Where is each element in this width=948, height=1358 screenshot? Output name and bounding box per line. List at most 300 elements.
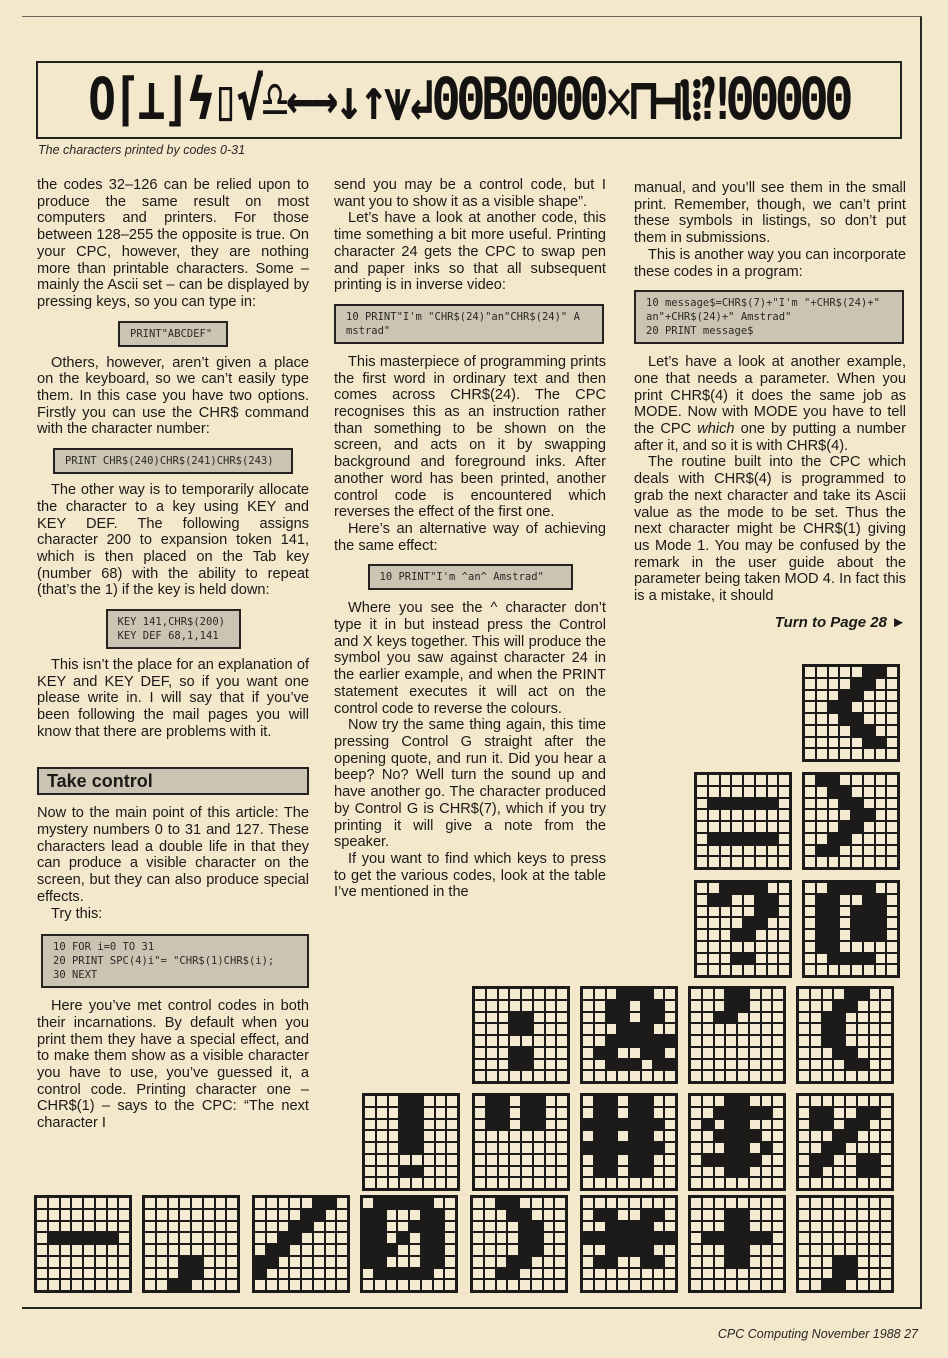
pixel-cell	[520, 1222, 530, 1232]
pixel-cell	[829, 954, 839, 964]
pixel-cell	[691, 1024, 701, 1034]
pixel-cell	[145, 1269, 155, 1279]
pixel-cell	[607, 1036, 617, 1046]
pixel-cell	[876, 822, 886, 832]
pixel-cell	[583, 1001, 593, 1011]
pixel-cell	[544, 1269, 554, 1279]
pixel-cell	[400, 1167, 410, 1177]
pixel-cell	[607, 1013, 617, 1023]
pixel-cell	[829, 726, 839, 736]
pixel-cell	[192, 1257, 202, 1267]
pixel-cell	[846, 1155, 856, 1165]
pixel-cell	[703, 1071, 713, 1081]
pixel-cell	[510, 1155, 520, 1165]
pixel-cell	[721, 965, 731, 975]
pixel-cell	[607, 1233, 617, 1243]
pixel-cell	[192, 1222, 202, 1232]
pixel-cell	[799, 1222, 809, 1232]
pixel-cell	[887, 930, 897, 940]
pixel-cell	[618, 1120, 628, 1130]
pixel-cell	[709, 799, 719, 809]
pixel-cell	[475, 1096, 485, 1106]
pixel-cell	[434, 1210, 444, 1220]
pixel-cell	[799, 1233, 809, 1243]
pixel-cell	[595, 1071, 605, 1081]
pixel-cell	[750, 1167, 760, 1177]
pixel-cell	[544, 1233, 554, 1243]
pixel-cell	[326, 1257, 336, 1267]
pixel-cell	[534, 1167, 544, 1177]
pixel-cell	[583, 1280, 593, 1290]
pixel-cell	[337, 1280, 347, 1290]
pixel-cell	[180, 1269, 190, 1279]
pixel-cell	[762, 1013, 772, 1023]
pixel-cell	[630, 1167, 640, 1177]
pixel-cell	[829, 895, 839, 905]
pixel-cell	[410, 1245, 420, 1255]
pixel-cell	[750, 1233, 760, 1243]
pixel-cell	[595, 1060, 605, 1070]
pixel-cell	[595, 1036, 605, 1046]
pixel-cell	[773, 1108, 783, 1118]
code-listing: PRINT CHR$(240)CHR$(241)CHR$(243)	[53, 448, 293, 474]
pixel-cell	[811, 1143, 821, 1153]
pixel-cell	[72, 1245, 82, 1255]
pixel-grid	[694, 880, 792, 978]
pixel-cell	[534, 1178, 544, 1188]
pixel-cell	[375, 1280, 385, 1290]
pixel-cell	[697, 965, 707, 975]
pixel-cell	[858, 1178, 868, 1188]
pixel-cell	[834, 1013, 844, 1023]
pixel-cell	[434, 1233, 444, 1243]
pixel-cell	[817, 883, 827, 893]
pixel-cell	[654, 1178, 664, 1188]
pixel-cell	[750, 1024, 760, 1034]
pixel-cell	[697, 954, 707, 964]
pixel-cell	[762, 1210, 772, 1220]
pixel-cell	[326, 1280, 336, 1290]
pixel-cell	[595, 1233, 605, 1243]
pixel-cell	[557, 1120, 567, 1130]
pixel-cell	[738, 1178, 748, 1188]
pixel-cell	[852, 702, 862, 712]
pixel-cell	[487, 1071, 497, 1081]
pixel-cell	[817, 822, 827, 832]
pixel-cell	[805, 857, 815, 867]
pixel-cell	[864, 775, 874, 785]
pixel-cell	[510, 1167, 520, 1177]
pixel-cell	[870, 1178, 880, 1188]
pixel-cell	[846, 1131, 856, 1141]
pixel-cell	[72, 1280, 82, 1290]
pixel-cell	[630, 1060, 640, 1070]
pixel-cell	[654, 1036, 664, 1046]
pixel-cell	[691, 1048, 701, 1058]
pixel-cell	[756, 918, 766, 928]
pixel-cell	[703, 1001, 713, 1011]
pixel-cell	[192, 1245, 202, 1255]
pixel-cell	[279, 1222, 289, 1232]
pixel-cell	[887, 775, 897, 785]
pixel-cell	[389, 1167, 399, 1177]
pixel-cell	[436, 1143, 446, 1153]
pixel-cell	[96, 1210, 106, 1220]
pixel-cell	[290, 1245, 300, 1255]
pixel-cell	[445, 1280, 455, 1290]
pixel-cell	[447, 1155, 457, 1165]
pixel-cell	[510, 1036, 520, 1046]
pixel-cell	[522, 1108, 532, 1118]
pixel-cell	[314, 1280, 324, 1290]
pixel-cell	[546, 1155, 556, 1165]
pixel-cell	[389, 1108, 399, 1118]
pixel-cell	[703, 1096, 713, 1106]
pixel-cell	[583, 1060, 593, 1070]
pixel-cell	[703, 1222, 713, 1232]
column-1	[37, 177, 309, 1132]
pixel-cell	[475, 1155, 485, 1165]
pixel-cell	[858, 1001, 868, 1011]
pixel-cell	[823, 1233, 833, 1243]
pixel-cell	[157, 1280, 167, 1290]
pixel-cell	[738, 1071, 748, 1081]
pixel-cell	[876, 834, 886, 844]
pixel-cell	[377, 1120, 387, 1130]
paragraph: Try this:	[51, 905, 103, 922]
pixel-cell	[583, 989, 593, 999]
pixel-cell	[595, 1222, 605, 1232]
pixel-cell	[410, 1257, 420, 1267]
pixel-cell	[508, 1233, 518, 1243]
pixel-cell	[642, 1257, 652, 1267]
pixel-cell	[876, 775, 886, 785]
pixel-cell	[762, 1108, 772, 1118]
pixel-cell	[377, 1108, 387, 1118]
pixel-cell	[436, 1155, 446, 1165]
pixel-cell	[544, 1222, 554, 1232]
pixel-cell	[703, 1257, 713, 1267]
paragraph: If you want to find which keys to press to get the various codes, look at the table I’ve mentioned in the	[334, 850, 606, 901]
pixel-cell	[864, 846, 874, 856]
pixel-cell	[499, 1048, 509, 1058]
pixel-cell	[267, 1222, 277, 1232]
code-listing: 10 PRINT"I'm "CHR$(24)"an"CHR$(24)" A mstrad"	[334, 304, 604, 344]
pixel-cell	[520, 1245, 530, 1255]
pixel-cell	[216, 1280, 226, 1290]
pixel-cell	[387, 1233, 397, 1243]
pixel-cell	[817, 857, 827, 867]
pixel-cell	[618, 1222, 628, 1232]
pixel-cell	[858, 1060, 868, 1070]
pixel-cell	[738, 1096, 748, 1106]
pixel-cell	[436, 1167, 446, 1177]
pixel-cell	[846, 989, 856, 999]
pixel-cell	[846, 1198, 856, 1208]
pixel-cell	[768, 857, 778, 867]
pixel-cell	[447, 1143, 457, 1153]
pixel-cell	[703, 1060, 713, 1070]
pixel-cell	[811, 1178, 821, 1188]
pixel-cell	[595, 1096, 605, 1106]
pixel-cell	[665, 1167, 675, 1177]
pixel-cell	[487, 1001, 497, 1011]
pixel-cell	[732, 846, 742, 856]
pixel-cell	[876, 907, 886, 917]
pixel-cell	[799, 1280, 809, 1290]
pixel-cell	[607, 1024, 617, 1034]
pixel-cell	[410, 1210, 420, 1220]
pixel-cell	[583, 1245, 593, 1255]
pixel-cell	[864, 667, 874, 677]
pixel-cell	[697, 787, 707, 797]
pixel-cell	[72, 1222, 82, 1232]
pixel-cell	[192, 1269, 202, 1279]
pixel-cell	[546, 989, 556, 999]
pixel-cell	[829, 965, 839, 975]
pixel-cell	[618, 1210, 628, 1220]
pixel-cell	[817, 930, 827, 940]
pixel-cell	[721, 942, 731, 952]
pixel-cell	[715, 1269, 725, 1279]
pixel-cell	[805, 691, 815, 701]
pixel-cell	[169, 1269, 179, 1279]
pixel-cell	[811, 1210, 821, 1220]
pixel-cell	[510, 1131, 520, 1141]
continued-link[interactable]: Turn to Page 28 ►	[774, 613, 906, 631]
pixel-cell	[726, 1048, 736, 1058]
pixel-cell	[642, 1280, 652, 1290]
pixel-cell	[817, 907, 827, 917]
pixel-cell	[607, 1222, 617, 1232]
pixel-cell	[534, 1071, 544, 1081]
pixel-cell	[546, 1001, 556, 1011]
pixel-grid	[802, 664, 900, 762]
pixel-cell	[715, 1178, 725, 1188]
pixel-cell	[703, 1167, 713, 1177]
pixel-cell	[852, 907, 862, 917]
pixel-cell	[738, 1131, 748, 1141]
pixel-cell	[618, 1280, 628, 1290]
pixel-cell	[618, 1001, 628, 1011]
pixel-cell	[799, 1096, 809, 1106]
pixel-cell	[180, 1222, 190, 1232]
pixel-cell	[852, 834, 862, 844]
pixel-cell	[475, 1108, 485, 1118]
pixel-cell	[811, 1001, 821, 1011]
pixel-cell	[119, 1269, 129, 1279]
pixel-cell	[557, 1178, 567, 1188]
pixel-cell	[703, 1048, 713, 1058]
pixel-cell	[876, 857, 886, 867]
pixel-cell	[834, 1060, 844, 1070]
pixel-cell	[445, 1245, 455, 1255]
pixel-cell	[834, 1036, 844, 1046]
pixel-cell	[279, 1257, 289, 1267]
pixel-cell	[499, 1143, 509, 1153]
pixel-cell	[811, 1096, 821, 1106]
pixel-cell	[510, 1013, 520, 1023]
pixel-cell	[520, 1280, 530, 1290]
pixel-cell	[709, 965, 719, 975]
pixel-cell	[779, 942, 789, 952]
pixel-cell	[887, 918, 897, 928]
pixel-cell	[365, 1143, 375, 1153]
pixel-cell	[365, 1178, 375, 1188]
pixel-cell	[726, 1060, 736, 1070]
pixel-cell	[499, 1178, 509, 1188]
pixel-cell	[487, 1096, 497, 1106]
pixel-cell	[858, 1013, 868, 1023]
pixel-cell	[400, 1108, 410, 1118]
pixel-cell	[823, 1198, 833, 1208]
pixel-cell	[654, 1048, 664, 1058]
pixel-cell	[387, 1280, 397, 1290]
pixel-cell	[255, 1222, 265, 1232]
pixel-cell	[834, 1198, 844, 1208]
pixel-cell	[290, 1280, 300, 1290]
pixel-cell	[534, 1060, 544, 1070]
pixel-cell	[732, 907, 742, 917]
pixel-cell	[870, 1001, 880, 1011]
pixel-cell	[49, 1257, 59, 1267]
pixel-cell	[279, 1245, 289, 1255]
pixel-cell	[522, 1096, 532, 1106]
pixel-cell	[726, 1071, 736, 1081]
pixel-cell	[654, 1024, 664, 1034]
pixel-cell	[870, 989, 880, 999]
pixel-cell	[799, 1143, 809, 1153]
pixel-cell	[805, 846, 815, 856]
pixel-cell	[762, 1096, 772, 1106]
pixel-cell	[738, 1155, 748, 1165]
pixel-cell	[84, 1245, 94, 1255]
pixel-cell	[180, 1198, 190, 1208]
pixel-cell	[703, 1233, 713, 1243]
pixel-cell	[583, 1108, 593, 1118]
pixel-cell	[436, 1131, 446, 1141]
pixel-cell	[829, 822, 839, 832]
pixel-cell	[412, 1108, 422, 1118]
pixel-cell	[314, 1233, 324, 1243]
pixel-cell	[375, 1245, 385, 1255]
pixel-cell	[773, 1048, 783, 1058]
pixel-cell	[279, 1198, 289, 1208]
pixel-cell	[805, 954, 815, 964]
pixel-cell	[846, 1036, 856, 1046]
pixel-cell	[557, 1096, 567, 1106]
pixel-cell	[279, 1210, 289, 1220]
pixel-cell	[37, 1280, 47, 1290]
pixel-cell	[84, 1280, 94, 1290]
pixel-cell	[642, 1269, 652, 1279]
pixel-cell	[881, 1108, 891, 1118]
pixel-cell	[595, 1048, 605, 1058]
pixel-cell	[858, 1155, 868, 1165]
pixel-cell	[852, 857, 862, 867]
pixel-cell	[583, 1155, 593, 1165]
pixel-cell	[876, 810, 886, 820]
pixel-cell	[447, 1096, 457, 1106]
pixel-cell	[61, 1198, 71, 1208]
pixel-cell	[881, 1257, 891, 1267]
pixel-cell	[522, 1060, 532, 1070]
pixel-cell	[709, 930, 719, 940]
pixel-cell	[691, 1178, 701, 1188]
pixel-cell	[522, 1143, 532, 1153]
pixel-cell	[157, 1257, 167, 1267]
pixel-cell	[762, 1257, 772, 1267]
pixel-cell	[738, 1280, 748, 1290]
pixel-cell	[823, 1131, 833, 1141]
pixel-cell	[738, 1060, 748, 1070]
pixel-cell	[424, 1131, 434, 1141]
pixel-cell	[410, 1233, 420, 1243]
pixel-cell	[583, 1269, 593, 1279]
pixel-cell	[400, 1178, 410, 1188]
pixel-cell	[823, 1024, 833, 1034]
pixel-cell	[654, 1143, 664, 1153]
pixel-cell	[61, 1245, 71, 1255]
pixel-cell	[805, 883, 815, 893]
pixel-cell	[510, 1178, 520, 1188]
pixel-cell	[762, 989, 772, 999]
pixel-cell	[473, 1222, 483, 1232]
pixel-cell	[697, 810, 707, 820]
pixel-cell	[876, 895, 886, 905]
pixel-cell	[389, 1096, 399, 1106]
pixel-cell	[840, 834, 850, 844]
pixel-cell	[497, 1257, 507, 1267]
pixel-cell	[654, 1013, 664, 1023]
pixel-cell	[447, 1178, 457, 1188]
pixel-cell	[697, 942, 707, 952]
pixel-cell	[363, 1280, 373, 1290]
pixel-cell	[732, 965, 742, 975]
pixel-cell	[750, 1071, 760, 1081]
pixel-cell	[799, 1108, 809, 1118]
pixel-cell	[180, 1245, 190, 1255]
pixel-cell	[864, 738, 874, 748]
pixel-cell	[834, 989, 844, 999]
pixel-cell	[715, 1233, 725, 1243]
pixel-cell	[876, 702, 886, 712]
pixel-cell	[829, 702, 839, 712]
pixel-cell	[811, 1198, 821, 1208]
pixel-cell	[119, 1222, 129, 1232]
pixel-cell	[799, 1210, 809, 1220]
pixel-cell	[715, 1280, 725, 1290]
pixel-cell	[546, 1108, 556, 1118]
pixel-cell	[630, 1131, 640, 1141]
pixel-cell	[721, 883, 731, 893]
pixel-cell	[365, 1131, 375, 1141]
pixel-cell	[721, 895, 731, 905]
pixel-cell	[534, 1001, 544, 1011]
pixel-cell	[773, 1096, 783, 1106]
pixel-cell	[864, 714, 874, 724]
pixel-cell	[534, 1143, 544, 1153]
pixel-cell	[773, 1178, 783, 1188]
pixel-cell	[665, 1108, 675, 1118]
pixel-cell	[487, 1048, 497, 1058]
pixel-cell	[870, 1108, 880, 1118]
pixel-cell	[864, 942, 874, 952]
pixel-cell	[852, 965, 862, 975]
pixel-cell	[532, 1233, 542, 1243]
pixel-cell	[557, 1108, 567, 1118]
pixel-cell	[697, 883, 707, 893]
